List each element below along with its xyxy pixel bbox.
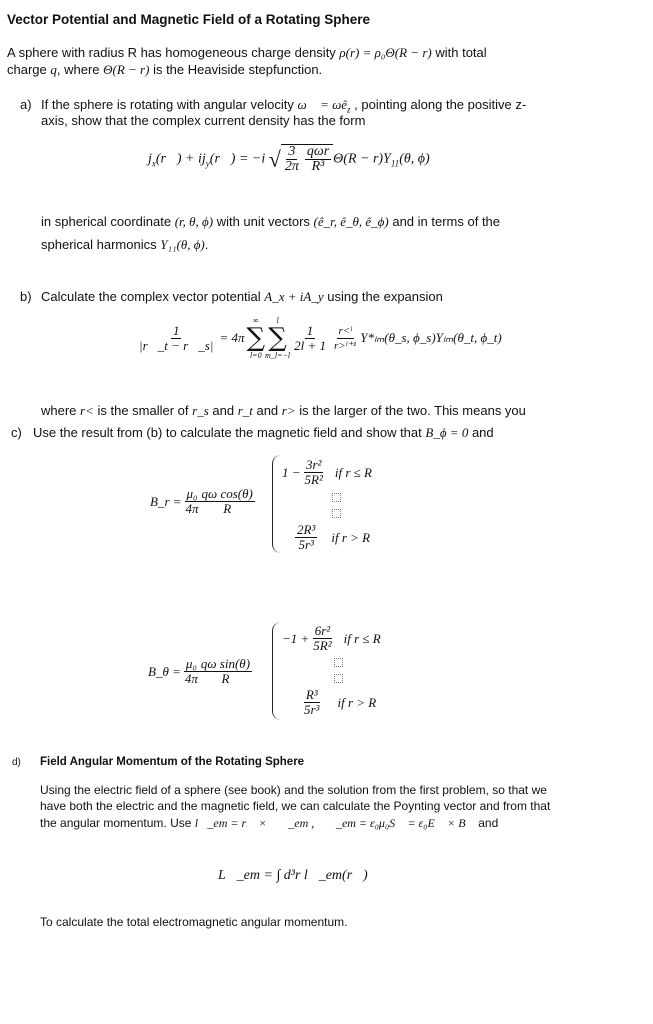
sigma-icon: ∑ <box>246 323 266 353</box>
part-a-label: a) <box>20 97 32 112</box>
text: and <box>252 403 282 418</box>
numerator: 1 <box>172 322 180 338</box>
equation-b-r <box>150 487 257 516</box>
fraction <box>292 324 328 353</box>
fraction <box>200 487 255 516</box>
text: is the smaller of <box>93 403 193 418</box>
fraction <box>283 145 301 174</box>
math-unit-vectors: (ê_r, ê_θ, ê_ϕ) <box>313 214 389 229</box>
math: (r⃗) = −i <box>209 151 266 167</box>
part-b-line-1 <box>41 289 443 305</box>
text: charge <box>7 62 51 77</box>
part-d-heading: Field Angular Momentum of the Rotating Sphere <box>40 756 305 768</box>
math: −1 + <box>282 630 310 646</box>
numerator: 3r² <box>305 457 322 472</box>
lower-limit: m_l=−l <box>265 351 291 360</box>
math-omega: ω⃗ = ωê <box>297 97 348 112</box>
subscript: y <box>205 158 210 169</box>
text: A sphere with radius R has homogeneous charge density <box>7 45 340 60</box>
part-c-line-1 <box>33 425 494 441</box>
fraction <box>184 487 201 516</box>
b-theta-case-2 <box>300 688 376 717</box>
math: r_t <box>237 403 253 418</box>
placeholder-box-icon <box>334 658 343 667</box>
numerator: 3 <box>288 144 296 159</box>
fraction <box>311 624 333 653</box>
numerator: 1 <box>306 322 314 338</box>
denominator: 5r³ <box>298 537 314 552</box>
part-c-label: c) <box>11 425 22 440</box>
math-heaviside: Θ(R − r) <box>103 62 150 77</box>
part-a-line-1 <box>41 97 526 115</box>
text: Calculate the complex vector potential <box>41 289 265 304</box>
text: , pointing along the positive z- <box>350 97 527 112</box>
fraction <box>305 145 331 174</box>
math-b-phi: B_ϕ = 0 <box>425 425 469 440</box>
brace <box>272 455 281 553</box>
denominator: |r⃗_t − r⃗_s| <box>139 337 214 353</box>
placeholder-box-icon <box>332 509 341 518</box>
text: in spherical coordinate <box>41 214 175 229</box>
condition: if r > R <box>331 529 371 545</box>
text: where <box>41 403 81 418</box>
part-a-line-3 <box>41 214 500 230</box>
math: 1 − <box>282 464 301 480</box>
fraction <box>183 657 200 686</box>
fraction <box>332 324 358 353</box>
fraction <box>137 324 215 353</box>
text: and in terms of the <box>388 214 501 229</box>
condition: if r > R <box>337 694 377 710</box>
numerator: 2R³ <box>297 522 316 537</box>
denominator: 5r³ <box>304 702 320 717</box>
subscript: z <box>347 104 351 115</box>
upper-limit: l <box>276 316 279 325</box>
math: B_r = <box>150 493 182 509</box>
subscript: 11 <box>390 158 400 169</box>
math-charge-density: ρ(r) = ρ₀Θ(R − r) <box>339 45 432 60</box>
text: Use the result from (b) to calculate the magnetic field and show that <box>33 425 426 440</box>
math-coords: (r, θ, ϕ) <box>174 214 214 229</box>
fraction <box>199 657 252 686</box>
sigma-icon: ∑ <box>268 323 287 353</box>
math-poynting: l⃗_em = r⃗ × ℘⃗_em , ℘⃗_em = ε₀μ₀S⃗ = ε₀E⃗ × B⃗ <box>194 816 475 830</box>
text: using the expansion <box>323 289 443 304</box>
part-d-label: d) <box>12 757 21 768</box>
text: with unit vectors <box>213 214 314 229</box>
math-harmonic: Y₁₁(θ, ϕ) <box>160 237 205 252</box>
denominator: 4π <box>184 671 198 686</box>
text: and <box>474 816 499 830</box>
math: Θ(R − r)Y <box>333 151 391 167</box>
text: is the Heaviside stepfunction. <box>149 62 323 77</box>
numerator: qωr <box>306 144 330 159</box>
denominator: 2π <box>284 159 299 174</box>
math-vector-potential: A_x + iA_y <box>264 289 324 304</box>
text: with total <box>431 45 487 60</box>
intro-line-1 <box>7 45 487 61</box>
numerator: μ₀ <box>186 486 198 501</box>
part-d-last-line: To calculate the total electromagnetic angular momentum. <box>40 915 348 929</box>
numerator: μ₀ <box>185 656 197 671</box>
denominator: r>ˡ⁺¹ <box>333 339 357 352</box>
math: r< <box>80 403 94 418</box>
equation-current-density <box>148 144 430 174</box>
math: r_s <box>192 403 209 418</box>
part-b-label: b) <box>20 289 32 304</box>
text: and <box>468 425 494 440</box>
equation-angular-momentum: L⃗_em = ∫ d³r l⃗_em(r⃗) <box>218 868 368 883</box>
fraction <box>302 688 321 717</box>
lower-limit: l=0 <box>249 351 262 360</box>
denominator: R <box>223 501 232 516</box>
numerator: 6r² <box>314 623 331 638</box>
numerator: r<ˡ <box>338 324 352 337</box>
b-theta-case-1 <box>282 624 381 653</box>
fraction <box>295 523 317 552</box>
text: and <box>208 403 238 418</box>
text: the angular momentum. Use <box>40 816 195 830</box>
equation-b-theta <box>148 657 254 686</box>
part-b-where-line <box>41 403 526 419</box>
sum-m <box>265 316 290 360</box>
intro-line-2 <box>7 62 322 78</box>
denominator: R <box>221 671 230 686</box>
denominator: R³ <box>311 159 325 174</box>
part-d-line-1: Using the electric field of a sphere (see book) and the solution from the first problem, so that we <box>40 783 547 797</box>
equation-expansion <box>135 316 502 360</box>
math: (r⃗) + ij <box>155 151 206 167</box>
text: . <box>204 237 209 252</box>
placeholder-box-icon <box>334 674 343 683</box>
math: j <box>148 151 152 167</box>
condition: if r ≤ R <box>334 464 372 480</box>
condition: if r ≤ R <box>343 630 381 646</box>
math: = 4π <box>219 330 245 345</box>
math-q: q <box>50 62 57 77</box>
text: , where <box>56 62 104 77</box>
sqrt-body <box>281 144 333 174</box>
brace <box>272 622 281 720</box>
part-d-line-2: have both the electric and the magnetic field, we can calculate the Poynting vector and from that <box>40 799 551 813</box>
part-a-line-2: axis, show that the complex current density has the form <box>41 113 366 128</box>
numerator: qω cos(θ) <box>201 486 253 501</box>
placeholder-box-icon <box>332 493 341 502</box>
b-r-case-2 <box>293 523 370 552</box>
page-title: Vector Potential and Magnetic Field of a Rotating Sphere <box>7 12 371 27</box>
sum-l <box>246 316 265 360</box>
denominator: 4π <box>185 501 199 516</box>
numerator: R³ <box>305 687 318 702</box>
fraction <box>303 458 325 487</box>
text: If the sphere is rotating with angular velocity <box>41 97 298 112</box>
upper-limit: ∞ <box>252 316 259 325</box>
math: B_θ = <box>148 663 181 679</box>
part-d-line-3 <box>40 816 498 831</box>
math: (θ, ϕ) <box>399 151 430 167</box>
math: Y*ₗₘ(θ_s, ϕ_s)Yₗₘ(θ_t, ϕ_t) <box>360 330 502 345</box>
text: is the larger of the two. This means you <box>295 403 526 418</box>
text: spherical harmonics <box>41 237 161 252</box>
denominator: 5R² <box>313 638 332 653</box>
numerator: qω sin(θ) <box>200 656 251 671</box>
b-r-case-1 <box>282 458 372 487</box>
denominator: 2l + 1 <box>294 337 326 353</box>
denominator: 5R² <box>304 472 323 487</box>
subscript: x <box>151 158 156 169</box>
part-a-line-4 <box>41 237 208 253</box>
math: r> <box>281 403 296 418</box>
sqrt-sign: √ <box>268 146 281 172</box>
